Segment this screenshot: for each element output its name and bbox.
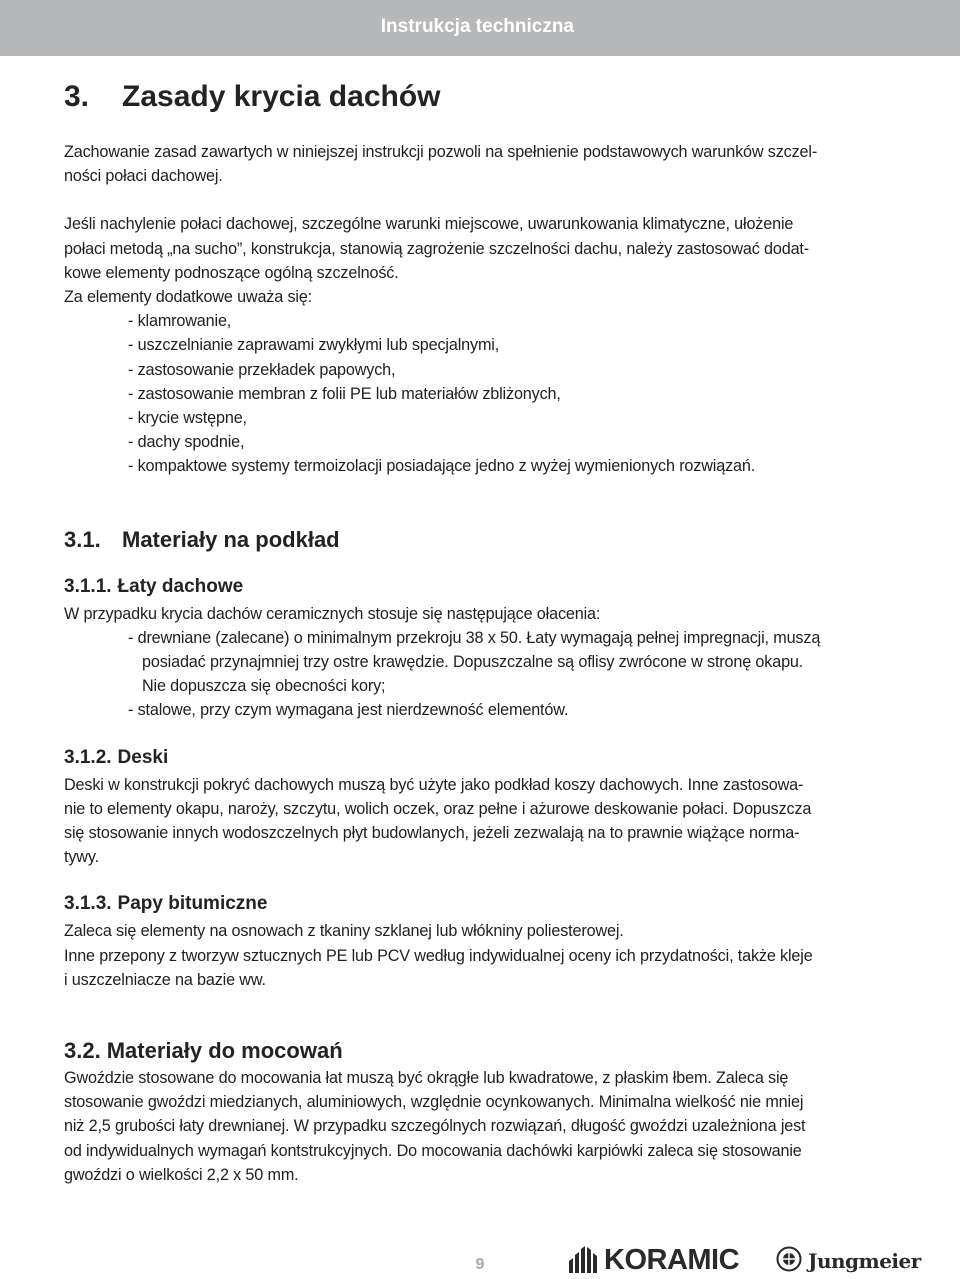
text-line: połaci metodą „na sucho”, konstrukcja, stanowią zagrożenie szczelności dachu, należy zastosować dodat- (64, 239, 810, 258)
additional-elements-list (64, 309, 900, 478)
paragraph: W przypadku krycia dachów ceramicznych stosuje się następujące ołacenia: (64, 604, 601, 623)
section-3-2-heading (64, 1038, 900, 1066)
header-bar (0, 0, 960, 56)
text-line: Gwoździe stosowane do mocowania łat muszą być okrągłe lub kwadratowe, z płaskim łbem. Zaleca się (64, 1069, 789, 1088)
section-3-1-3-heading (64, 893, 900, 919)
text-line: nie to elementy okapu, naroży, szczytu, wolich oczek, oraz pełne i ażurowe deskowanie połaci. Dopuszcza (64, 799, 812, 818)
section-3-1-2-heading (64, 747, 900, 773)
section-3-heading (64, 80, 900, 118)
list-intro: Za elementy dodatkowe uważa się: (64, 288, 313, 307)
text-line: Nie dopuszcza się obecności kory; (142, 677, 386, 696)
text-line: się stosowanie innych wodoszczelnych płyt budowlanych, jeżeli zezwalają na to prawnie wiążące norma- (64, 824, 800, 843)
section-number: 3.1.2. (64, 746, 112, 768)
batten-types-list (64, 626, 900, 723)
jungmeier-wordmark: Jungmeier (808, 1249, 921, 1273)
text-line: Zachowanie zasad zawartych w niniejszej instrukcji pozwoli na spełnienie podstawowych warunków szczel- (64, 143, 818, 161)
section-title: Materiały na podkład (122, 526, 340, 552)
text-line: ności połaci dachowej. (64, 167, 223, 186)
list-item: - krycie wstępne, (128, 409, 247, 428)
list-item: - kompaktowe systemy termoizolacji posiadające jedno z wyżej wymienionych rozwiązań. (128, 457, 756, 476)
text-line: posiadać przynajmniej trzy ostre krawędzie. Dopuszczalne są oflisy zwrócone w stronę okapu. (142, 653, 804, 672)
paragraph (64, 1066, 900, 1187)
text-line: kowe elementy podnoszące ogólną szczelność. (64, 263, 399, 282)
document-content (64, 80, 900, 1187)
list-item: - uszczelnianie zaprawami zwykłymi lub specjalnymi, (128, 336, 500, 355)
section-title: Deski (117, 746, 169, 768)
section-title: Zasady krycia dachów (122, 80, 441, 113)
paragraph-conditions (64, 212, 900, 285)
text-line: stosowanie gwoździ miedzianych, aluminiowych, względnie ocynkowanych. Minimalna wielkość nie mniej (64, 1093, 804, 1112)
paragraph (64, 773, 900, 870)
header-title: Instrukcja techniczna (380, 16, 574, 37)
paragraph: i uszczelniacze na bazie ww. (64, 970, 266, 989)
list-item: - zastosowanie przekładek papowych, (128, 360, 396, 379)
text-line: niż 2,5 grubości łaty drewnianej. W przypadku szczególnych rozwiązań, długość gwoździ uzależniona jest (64, 1117, 806, 1136)
section-3-1-heading (64, 527, 900, 557)
text-line: tywy. (64, 848, 99, 867)
intro-paragraph (64, 140, 900, 188)
koramic-logo (568, 1243, 739, 1277)
section-number: 3.1.1. (64, 575, 112, 597)
text-line: Deski w konstrukcji pokryć dachowych muszą być użyte jako podkład koszy dachowych. Inne zastosowa- (64, 775, 804, 794)
page-number: 9 (475, 1256, 485, 1273)
text-line: - drewniane (zalecane) o minimalnym przekroju 38 x 50. Łaty wymagają pełnej impregnacji, muszą (128, 628, 821, 647)
list-item: - stalowe, przy czym wymagana jest nierdzewność elementów. (128, 701, 569, 720)
koramic-roof-icon (568, 1242, 600, 1279)
section-title: Materiały do mocowań (106, 1038, 343, 1064)
section-3-1-1-heading (64, 576, 900, 602)
paragraph: Zaleca się elementy na osnowach z tkaniny szklanej lub włókniny poliesterowej. (64, 922, 624, 941)
koramic-wordmark: KORAMIC (604, 1243, 740, 1276)
section-title: Papy bitumiczne (117, 893, 268, 915)
text-line: Jeśli nachylenie połaci dachowej, szczególne warunki miejscowe, uwarunkowania klimatyczne, ułożenie (64, 215, 794, 234)
paragraph: Inne przepony z tworzyw sztucznych PE lub PCV według indywidualnej oceny ich przydatności, także kleje (64, 946, 813, 965)
jungmeier-emblem-icon (776, 1246, 802, 1277)
list-item: - klamrowanie, (128, 312, 232, 331)
section-title: Łaty dachowe (117, 575, 244, 597)
section-number: 3.2. (64, 1038, 101, 1064)
text-line: gwoździ o wielkości 2,2 x 50 mm. (64, 1165, 299, 1184)
section-number: 3.1.3. (64, 893, 112, 915)
text-line: od indywidualnych wymagań kontstrukcyjnych. Do mocowania dachówki karpiówki zaleca się stosowanie (64, 1141, 802, 1160)
section-number: 3.1. (64, 526, 101, 552)
list-item: - dachy spodnie, (128, 433, 245, 452)
list-item: - zastosowanie membran z folii PE lub materiałów zbliżonych, (128, 384, 561, 403)
jungmeier-logo (776, 1246, 921, 1276)
section-number: 3. (64, 80, 90, 113)
list-item (128, 626, 900, 699)
